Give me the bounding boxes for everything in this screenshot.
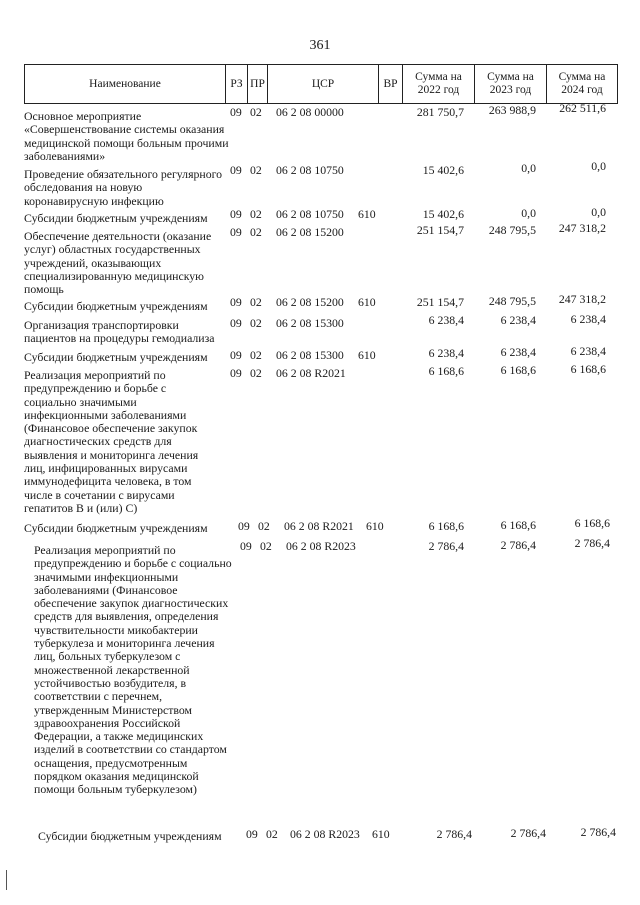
row-csr: 06 2 08 10750 (276, 207, 344, 221)
row-name: Субсидии бюджетным учреждениям (24, 299, 208, 313)
row-pr: 02 (260, 539, 272, 553)
row-csr: 06 2 08 15300 (276, 348, 344, 362)
row-pr: 02 (250, 207, 262, 221)
page-number: 361 (309, 38, 331, 53)
row-sum-2024: 6 168,6 (574, 516, 610, 530)
row-rz: 09 (230, 316, 242, 330)
row-sum-2023: 248 795,5 (488, 223, 536, 237)
row-name: Обеспечение деятельности (оказание услуг) областных государственных учреждений, оказывающих специализированную медицинскую помощь (24, 229, 212, 297)
row-pr: 02 (250, 295, 262, 309)
row-name: Субсидии бюджетным учреждениям (24, 350, 208, 364)
row-name: Реализация мероприятий по предупреждению и борьбе с социально значимыми инфекционными заболеваниями (Финансовое обеспечение закупок диагностических средств для выявления и мониторинга лечения лиц, инфицированных вирусами иммунодефицита человека, в том числе в сочетании с вирусами гепатитов В и (или) С) (24, 368, 199, 515)
row-name: Реализация мероприятий по предупреждению и борьбе с социально значимыми инфекционными заболеваниями (Финансовое обеспечение закупок диагностических средств для выявления, определения чувствительности микобактерии туберкулеза и мониторинга лечения лиц, больных туберкулезом с множественной лекарственной устойчивостью возбудителя, в соответствии с перечнем, утвержденным Министерством здравоохранения Российской Федерации, а также медицинских изделий в соответствии со стандартом оснащения, предусмотренным порядком оказания медицинской помощи больным туберкулезом) (34, 543, 232, 797)
row-csr: 06 2 08 15300 (276, 316, 344, 330)
row-pr: 02 (250, 316, 262, 330)
row-name: Организация транспортировки пациентов на процедуры гемодиализа (24, 318, 215, 346)
header-rz: РЗ (225, 65, 247, 103)
row-sum-2022: 251 154,7 (416, 223, 464, 237)
row-vr: 610 (358, 348, 376, 362)
row-rz: 09 (230, 348, 242, 362)
row-sum-2023: 6 168,6 (500, 518, 536, 532)
header-sum-2023: Сумма на 2023 год (474, 65, 546, 103)
header-csr: ЦСР (267, 65, 378, 103)
row-vr: 610 (358, 207, 376, 221)
row-pr: 02 (250, 225, 262, 239)
row-rz: 09 (230, 225, 242, 239)
row-sum-2022: 6 168,6 (428, 364, 464, 378)
row-sum-2024: 247 318,2 (558, 221, 606, 235)
row-sum-2023: 248 795,5 (488, 294, 536, 308)
row-pr: 02 (250, 348, 262, 362)
table-header (24, 64, 618, 104)
row-sum-2022: 251 154,7 (416, 295, 464, 309)
row-rz: 09 (230, 295, 242, 309)
row-sum-2023: 2 786,4 (510, 826, 546, 840)
row-sum-2022: 2 786,4 (436, 827, 472, 841)
row-rz: 09 (240, 539, 252, 553)
row-csr: 06 2 08 10750 (276, 163, 344, 177)
row-name: Проведение обязательного регулярного обследования на новую коронавирусную инфекцию (24, 167, 223, 208)
row-sum-2023: 0,0 (521, 206, 536, 220)
row-rz: 09 (238, 519, 250, 533)
row-pr: 02 (258, 519, 270, 533)
header-vr: ВР (378, 65, 402, 103)
row-rz: 09 (230, 105, 242, 119)
row-name: Субсидии бюджетным учреждениям (24, 521, 208, 535)
row-sum-2024: 0,0 (591, 159, 606, 173)
row-sum-2023: 2 786,4 (500, 538, 536, 552)
row-sum-2022: 6 168,6 (428, 519, 464, 533)
row-sum-2024: 6 238,4 (570, 312, 606, 326)
row-sum-2024: 0,0 (591, 205, 606, 219)
header-name: Наименование (24, 65, 225, 103)
row-sum-2024: 6 238,4 (570, 344, 606, 358)
row-csr: 06 2 08 R2021 (284, 519, 354, 533)
row-csr: 06 2 08 R2023 (290, 827, 360, 841)
row-sum-2023: 6 168,6 (500, 363, 536, 377)
scan-edge-mark (6, 870, 7, 890)
row-sum-2022: 6 238,4 (428, 313, 464, 327)
row-sum-2023: 0,0 (521, 161, 536, 175)
row-pr: 02 (266, 827, 278, 841)
row-csr: 06 2 08 15200 (276, 225, 344, 239)
row-sum-2024: 2 786,4 (580, 825, 616, 839)
row-vr: 610 (358, 295, 376, 309)
header-sum-2024: Сумма на 2024 год (546, 65, 618, 103)
header-sum-2022: Сумма на 2022 год (402, 65, 474, 103)
row-sum-2023: 6 238,4 (500, 345, 536, 359)
row-sum-2022: 2 786,4 (428, 539, 464, 553)
row-sum-2022: 15 402,6 (422, 163, 464, 177)
row-name: Субсидии бюджетным учреждениям (38, 829, 222, 843)
row-rz: 09 (230, 207, 242, 221)
row-sum-2023: 6 238,4 (500, 313, 536, 327)
header-pr: ПР (247, 65, 267, 103)
row-csr: 06 2 08 00000 (276, 105, 344, 119)
row-rz: 09 (230, 163, 242, 177)
row-sum-2022: 15 402,6 (422, 207, 464, 221)
row-name: Субсидии бюджетным учреждениям (24, 211, 208, 225)
row-rz: 09 (230, 366, 242, 380)
row-sum-2024: 247 318,2 (558, 292, 606, 306)
row-sum-2023: 263 988,9 (488, 103, 536, 117)
row-name: Основное мероприятие «Совершенствование системы оказания медицинской помощи больным прочими заболеваниями» (24, 109, 229, 163)
row-vr: 610 (372, 827, 390, 841)
row-rz: 09 (246, 827, 258, 841)
row-pr: 02 (250, 105, 262, 119)
row-pr: 02 (250, 163, 262, 177)
row-sum-2024: 262 511,6 (559, 101, 606, 115)
row-vr: 610 (366, 519, 384, 533)
row-csr: 06 2 08 15200 (276, 295, 344, 309)
row-pr: 02 (250, 366, 262, 380)
row-csr: 06 2 08 R2021 (276, 366, 346, 380)
row-csr: 06 2 08 R2023 (286, 539, 356, 553)
row-sum-2024: 2 786,4 (574, 536, 610, 550)
row-sum-2022: 281 750,7 (416, 105, 464, 119)
row-sum-2022: 6 238,4 (428, 346, 464, 360)
row-sum-2024: 6 168,6 (570, 362, 606, 376)
